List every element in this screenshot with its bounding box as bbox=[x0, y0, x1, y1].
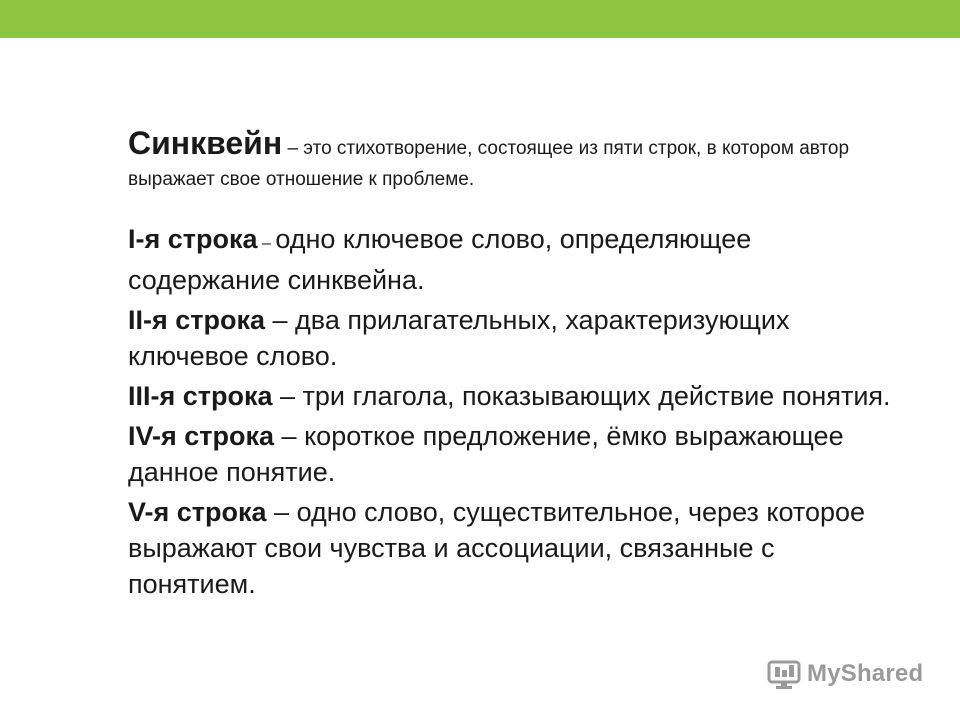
definition-paragraph bbox=[128, 125, 908, 195]
line-label: I-я строка bbox=[128, 224, 258, 254]
line-dash: – bbox=[257, 235, 276, 252]
line-dash: – bbox=[266, 497, 297, 527]
line-text: три глагола, показывающих действие понятия. bbox=[302, 381, 891, 411]
line-list bbox=[128, 221, 908, 602]
line-item-5 bbox=[128, 494, 908, 602]
line-item-1 bbox=[128, 221, 908, 298]
definition-text: – это стихотворение, состоящее из пяти строк, в котором автор выражает свое отношение к проблеме. bbox=[128, 138, 850, 190]
definition-term: Синквейн bbox=[128, 125, 283, 161]
line-text: одно слово, существительное, через которое выражают свои чувства и ассоциации, связанные с понятием. bbox=[128, 497, 866, 599]
line-item-3 bbox=[128, 378, 908, 414]
myshared-logo-icon bbox=[767, 658, 801, 690]
watermark bbox=[767, 656, 923, 692]
line-dash: – bbox=[272, 381, 303, 411]
line-item-4 bbox=[128, 418, 908, 490]
line-label: III-я строка bbox=[128, 381, 273, 411]
line-text: одно ключевое слово, определяющее содержание синквейна. bbox=[128, 224, 752, 295]
line-label: V-я строка bbox=[128, 497, 267, 527]
line-label: II-я строка bbox=[128, 305, 266, 335]
top-accent-bar bbox=[0, 0, 960, 38]
line-text: короткое предложение, ёмко выражающее данное понятие. bbox=[128, 421, 844, 487]
line-dash: – bbox=[274, 421, 305, 451]
watermark-text: MyShared bbox=[807, 660, 924, 687]
line-label: IV-я строка bbox=[128, 421, 275, 451]
slide-content bbox=[128, 125, 908, 606]
line-dash: – bbox=[265, 305, 296, 335]
line-text: два прилагательных, характеризующих ключевое слово. bbox=[128, 305, 790, 371]
line-item-2 bbox=[128, 302, 908, 374]
